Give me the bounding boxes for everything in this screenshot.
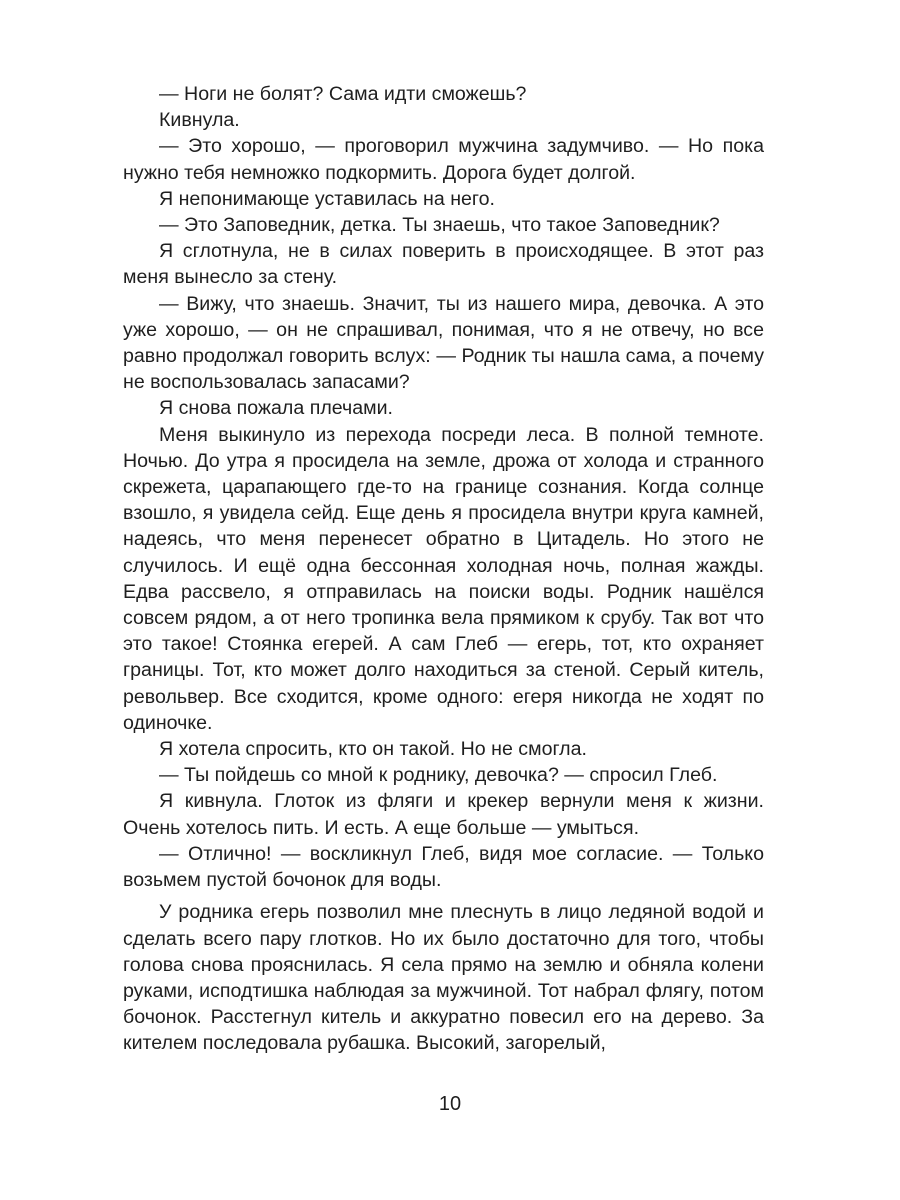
- body-text: [123, 81, 764, 1057]
- paragraph: Кивнула.: [159, 109, 240, 132]
- paragraph: — Это хорошо, — проговорил мужчина задумчиво. — Но пока нужно тебя немножко подкормить. Дорога будет долгой.: [123, 135, 764, 184]
- paragraph: Меня выкинуло из перехода посреди леса. В полной темноте. Ночью. До утра я просидела на земле, дрожа от холода и странного скрежета, царапающего где-то на границе сознания. Когда солнце взошло, я увидела сейд. Еще день я просидела внутри круга камней, надеясь, что меня перенесет обратно в Цитадель. Но этого не случилось. И ещё одна бессонная холодная ночь, полная жажды. Едва рассвело, я отправилась на поиски воды. Родник нашёлся совсем рядом, а от него тропинка вела прямиком к срубу. Так вот что это такое! Стоянка егерей. А сам Глеб — егерь, тот, кто охраняет границы. Тот, кто может долго находиться за стеной. Серый китель, револьвер. Все сходится, кроме одного: егеря никогда не ходят по одиночке.: [123, 423, 764, 734]
- paragraph: — Ноги не болят? Сама идти сможешь?: [159, 83, 527, 105]
- paragraph: — Ты пойдешь со мной к роднику, девочка? — спросил Глеб.: [159, 764, 718, 787]
- paragraph: Я сглотнула, не в силах поверить в происходящее. В этот раз меня вынесло за стену.: [123, 240, 764, 289]
- paragraph: У родника егерь позволил мне плеснуть в лицо ледяной водой и сделать всего пару глотков. Но их было достаточно для того, чтобы голова снова прояснилась. Я села прямо на землю и обняла колени руками, исподтишка наблюдая за мужчиной. Тот набрал флягу, потом бочонок. Расстегнул китель и аккуратно повесил его на дерево. За кителем последовала рубашка. Высокий, загорелый,: [123, 901, 764, 1055]
- paragraph: — Отлично! — воскликнул Глеб, видя мое согласие. — Только возьмем пустой бочонок для воды.: [123, 842, 764, 892]
- paragraph: Я снова пожала плечами.: [159, 397, 393, 420]
- paragraph: Я кивнула. Глоток из фляги и крекер вернули меня к жизни. Очень хотелось пить. И есть. А еще больше — умыться.: [123, 790, 764, 839]
- paragraph: — Вижу, что знаешь. Значит, ты из нашего мира, девочка. А это уже хорошо, — он не спрашивал, понимая, что я не отвечу, но все равно продолжал говорить вслух: — Родник ты нашла сама, а почему не воспользовалась запасами?: [123, 292, 764, 394]
- paragraph: — Это Заповедник, детка. Ты знаешь, что такое Заповедник?: [159, 214, 720, 237]
- paragraph: Я непонимающе уставилась на него.: [159, 187, 495, 210]
- page-number: 10: [438, 1093, 462, 1115]
- paragraph: Я хотела спросить, кто он такой. Но не смогла.: [159, 738, 587, 761]
